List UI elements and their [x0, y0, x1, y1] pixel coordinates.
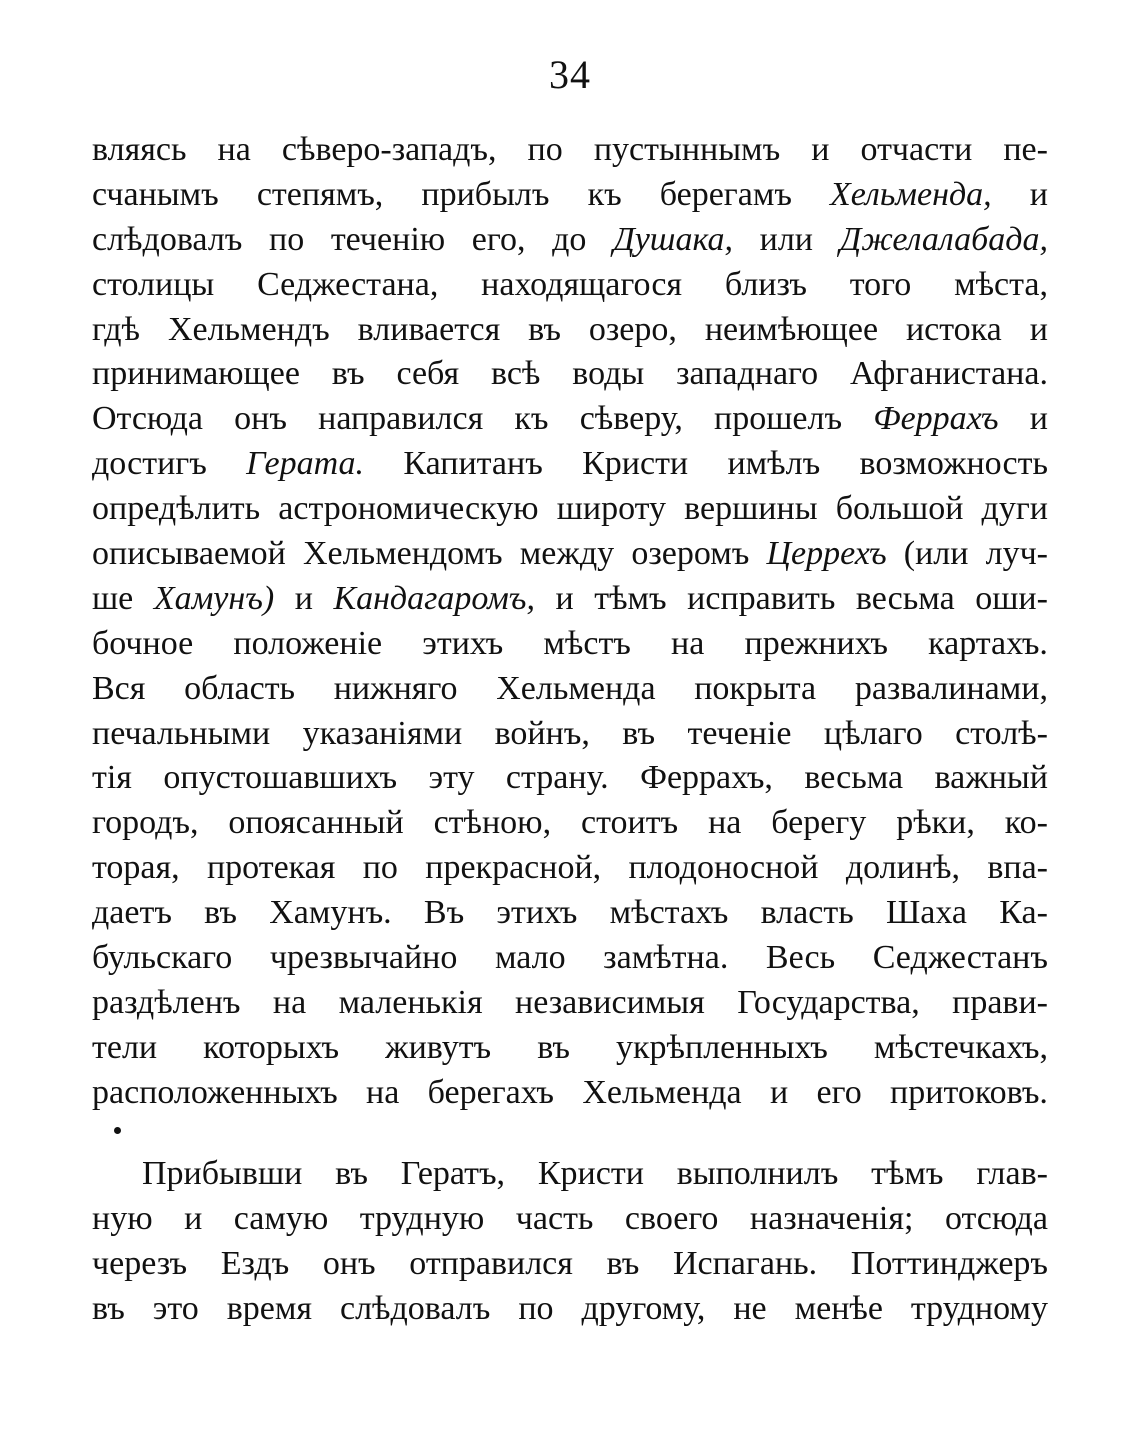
- word: себя: [396, 355, 460, 393]
- word: въ: [331, 355, 365, 393]
- word: даетъ: [92, 894, 172, 932]
- word: Кристи: [582, 445, 689, 483]
- word: глав-: [976, 1155, 1048, 1192]
- text-line: [92, 308, 1048, 353]
- word: сѣверо-западъ,: [281, 131, 497, 168]
- word: Феррахъ,: [640, 759, 773, 797]
- word: Хельменда: [582, 1073, 742, 1111]
- word: расположенныхъ: [92, 1073, 338, 1111]
- word: мѣстечкахъ,: [873, 1028, 1048, 1066]
- word: степямъ,: [256, 175, 384, 213]
- word: широту: [556, 490, 667, 528]
- word: между: [519, 535, 615, 573]
- paragraph-2: [92, 1152, 1048, 1332]
- text-line: [92, 397, 1048, 442]
- word: по: [527, 131, 563, 168]
- text-line: [92, 981, 1048, 1026]
- word: въ: [335, 1155, 368, 1192]
- word: столѣ-: [955, 714, 1048, 752]
- word: городъ,: [92, 804, 199, 842]
- word: Отсюда: [92, 400, 203, 438]
- word: пустыннымъ: [593, 131, 781, 168]
- word: живутъ: [385, 1028, 492, 1066]
- word: власть: [760, 894, 854, 932]
- word: пе-: [1003, 131, 1048, 168]
- text-line: [92, 801, 1048, 846]
- word: прекрасной,: [425, 849, 602, 887]
- word: чрезвычайно: [269, 939, 458, 977]
- word: по: [518, 1289, 554, 1327]
- word: его,: [471, 220, 526, 258]
- word: Капитанъ: [403, 445, 543, 483]
- word: имѣлъ: [727, 445, 821, 483]
- word: того: [849, 265, 912, 303]
- word: отправился: [409, 1244, 573, 1282]
- word: бочное: [92, 624, 194, 662]
- word: тѣмъ: [871, 1155, 944, 1192]
- text-line: [92, 1242, 1048, 1287]
- word: большой: [835, 490, 964, 528]
- word: на: [217, 131, 251, 168]
- word: по: [362, 849, 398, 887]
- word: которыхъ: [203, 1028, 340, 1066]
- word: берегахъ: [427, 1073, 555, 1111]
- word: стѣною,: [433, 804, 552, 842]
- text-line: [92, 173, 1048, 218]
- word: ше: [92, 579, 134, 617]
- italic-place-name: Кандагаромъ,: [333, 579, 535, 617]
- ink-speck: [114, 1127, 121, 1134]
- word: въ: [528, 310, 561, 348]
- word: нижняго: [333, 669, 458, 707]
- word: онъ: [234, 400, 287, 438]
- word: менѣе: [794, 1289, 883, 1327]
- word: до: [552, 220, 587, 258]
- word: и: [184, 1199, 203, 1237]
- italic-place-name: Душака,: [613, 220, 734, 258]
- word: исправить: [687, 579, 836, 617]
- text-line: [92, 577, 1048, 622]
- word: Испагань.: [672, 1244, 818, 1282]
- word: трудную: [359, 1199, 485, 1237]
- word: слѣдовалъ: [339, 1289, 491, 1327]
- word: вершины: [684, 490, 818, 528]
- word: весьма: [855, 579, 955, 617]
- word: Хельменда: [496, 669, 656, 707]
- word: луч-: [985, 535, 1048, 573]
- word: достигъ: [92, 445, 207, 483]
- word: Весь: [765, 939, 836, 977]
- italic-place-name: Хамунъ): [153, 579, 275, 617]
- word: западнаго: [676, 355, 819, 393]
- italic-place-name: Хельменда,: [830, 175, 992, 213]
- word: Седжестана,: [257, 265, 439, 303]
- word: эту: [428, 759, 475, 797]
- text-line: [92, 1287, 1048, 1332]
- italic-place-name: Церрехъ: [766, 535, 887, 573]
- word: протекая: [206, 849, 336, 887]
- text-line: [92, 263, 1048, 308]
- text-line: [92, 218, 1048, 263]
- word: счанымъ: [92, 175, 219, 213]
- word: къ: [514, 400, 549, 438]
- text-line: [92, 442, 1048, 487]
- word: укрѣпленныхъ: [616, 1028, 828, 1066]
- word: или: [759, 220, 813, 258]
- word: замѣтна.: [603, 939, 729, 977]
- word: Ка-: [999, 894, 1048, 932]
- word: мѣста,: [954, 265, 1048, 303]
- word: на: [671, 624, 705, 662]
- word: независимыя: [515, 983, 705, 1021]
- word: Хамунъ.: [269, 894, 392, 932]
- word: Афганистана.: [850, 355, 1048, 393]
- word: онъ: [322, 1244, 376, 1282]
- word: воды: [572, 355, 645, 393]
- word: область: [184, 669, 296, 707]
- word: плодоносной: [628, 849, 819, 887]
- word: по: [269, 220, 305, 258]
- word: берегамъ: [659, 175, 792, 213]
- word: Седжестанъ: [872, 939, 1048, 977]
- word: покрыта: [694, 669, 817, 707]
- text-line: [92, 1026, 1048, 1071]
- word: слѣдовалъ: [92, 220, 243, 258]
- word: озеро,: [588, 310, 677, 348]
- text-line: [92, 1197, 1048, 1242]
- word: въ: [204, 894, 237, 932]
- word: прежнихъ: [744, 624, 888, 662]
- word: торая,: [92, 849, 180, 887]
- page-number: 34: [549, 52, 591, 97]
- word: и: [811, 131, 830, 168]
- word: отсюда: [944, 1199, 1048, 1237]
- text-line: [92, 1152, 1048, 1197]
- word: отчасти: [860, 131, 973, 168]
- word: прибылъ: [421, 175, 550, 213]
- word: самую: [233, 1199, 329, 1237]
- word: всѣ: [490, 355, 541, 393]
- word: другому,: [581, 1289, 706, 1327]
- word: Шаха: [885, 894, 967, 932]
- word: Гератъ,: [400, 1155, 506, 1192]
- word: опустошавшихъ: [163, 759, 398, 797]
- word: важный: [934, 759, 1048, 797]
- word: къ: [587, 175, 622, 213]
- word: и: [1029, 310, 1048, 348]
- word: назначенiя;: [749, 1199, 914, 1237]
- italic-place-name: Герата.: [246, 445, 365, 483]
- word: въ: [92, 1289, 125, 1327]
- text-line: [92, 846, 1048, 891]
- word: Государства,: [737, 983, 920, 1021]
- word: развалинами,: [854, 669, 1048, 707]
- word: столицы: [92, 265, 215, 303]
- word: впа-: [987, 849, 1048, 887]
- word: описываемой: [92, 535, 286, 573]
- word: войнъ,: [494, 714, 590, 752]
- word: Хельмендомъ: [302, 535, 503, 573]
- word: указанiями: [302, 714, 463, 752]
- word: мѣстахъ: [609, 894, 729, 932]
- word: въ: [622, 714, 656, 752]
- word: вляясь: [92, 131, 187, 168]
- word: мало: [494, 939, 566, 977]
- word: теченiю: [330, 220, 446, 258]
- word: дуги: [981, 490, 1048, 528]
- word: озеромъ: [631, 535, 750, 573]
- word: положенiе: [233, 624, 383, 662]
- word: Кристи: [537, 1155, 644, 1192]
- word: рѣки,: [896, 804, 975, 842]
- word: маленькiя: [338, 983, 483, 1021]
- word: время: [226, 1289, 313, 1327]
- word: своего: [624, 1199, 719, 1237]
- word: долинѣ,: [845, 849, 960, 887]
- word: принимающее: [92, 355, 300, 393]
- text-line: [92, 352, 1048, 397]
- word: вливается: [357, 310, 501, 348]
- word: раздѣленъ: [92, 983, 241, 1021]
- italic-place-name: Феррахъ: [873, 400, 999, 438]
- word: и: [294, 579, 313, 617]
- word: опоясанный: [228, 804, 404, 842]
- word: Хельмендъ: [167, 310, 330, 348]
- word: цѣлаго: [823, 714, 923, 752]
- word: стоитъ: [581, 804, 679, 842]
- word: и: [555, 579, 574, 617]
- word: бульскаго: [92, 939, 233, 977]
- word: на: [708, 804, 742, 842]
- word: и: [1029, 400, 1048, 438]
- word: Вся: [92, 669, 146, 707]
- word: близъ: [724, 265, 807, 303]
- word: берегу: [771, 804, 867, 842]
- text-line: [92, 622, 1048, 667]
- word: опредѣлить: [92, 490, 261, 528]
- text-line: [92, 532, 1048, 577]
- word: ную: [92, 1199, 153, 1237]
- word: въ: [537, 1028, 570, 1066]
- word: Прибывши: [142, 1155, 303, 1192]
- word: ко-: [1004, 804, 1048, 842]
- word: черезъ: [92, 1244, 188, 1282]
- word: возможность: [859, 445, 1048, 483]
- word: на: [272, 983, 307, 1021]
- word: теченiе: [687, 714, 792, 752]
- word: Ездъ: [220, 1244, 290, 1282]
- word: (или: [903, 535, 969, 573]
- word: прави-: [952, 983, 1048, 1021]
- text-line: [92, 756, 1048, 801]
- word: Въ: [423, 894, 465, 932]
- word: мѣстъ: [543, 624, 631, 662]
- word: печальными: [92, 714, 271, 752]
- word: выполнилъ: [676, 1155, 839, 1192]
- paragraph-1: [92, 128, 1048, 1116]
- word: картахъ.: [928, 624, 1048, 662]
- text-line: [92, 891, 1048, 936]
- word: и: [1029, 175, 1048, 213]
- word: часть: [515, 1199, 594, 1237]
- text-line: [92, 487, 1048, 532]
- word: прошелъ: [714, 400, 843, 438]
- word: Поттинджеръ: [850, 1244, 1048, 1282]
- word: астрономическую: [278, 490, 539, 528]
- word: трудному: [910, 1289, 1048, 1327]
- word: притоковъ.: [890, 1073, 1048, 1111]
- text-line: [92, 1071, 1048, 1116]
- word: истока: [905, 310, 1002, 348]
- word: этихъ: [422, 624, 504, 662]
- word: тѣмъ: [594, 579, 667, 617]
- word: гдѣ: [92, 310, 141, 348]
- word: на: [366, 1073, 400, 1111]
- italic-place-name: Джелалабада,: [839, 220, 1048, 258]
- text-line: [92, 128, 1048, 173]
- word: направился: [318, 400, 484, 438]
- text-line: [92, 712, 1048, 757]
- word: страну.: [505, 759, 609, 797]
- word: не: [733, 1289, 767, 1327]
- word: его: [816, 1073, 862, 1111]
- word: находящагося: [481, 265, 683, 303]
- word: сѣверу,: [579, 400, 683, 438]
- word: и: [769, 1073, 789, 1111]
- word: въ: [606, 1244, 640, 1282]
- word: тiя: [92, 759, 132, 797]
- text-line: [92, 667, 1048, 712]
- word: весьма: [804, 759, 904, 797]
- word: тели: [92, 1028, 158, 1066]
- word: оши-: [975, 579, 1048, 617]
- text-line: [92, 936, 1048, 981]
- word: этихъ: [496, 894, 578, 932]
- word: это: [152, 1289, 199, 1327]
- word: неимѣющее: [704, 310, 879, 348]
